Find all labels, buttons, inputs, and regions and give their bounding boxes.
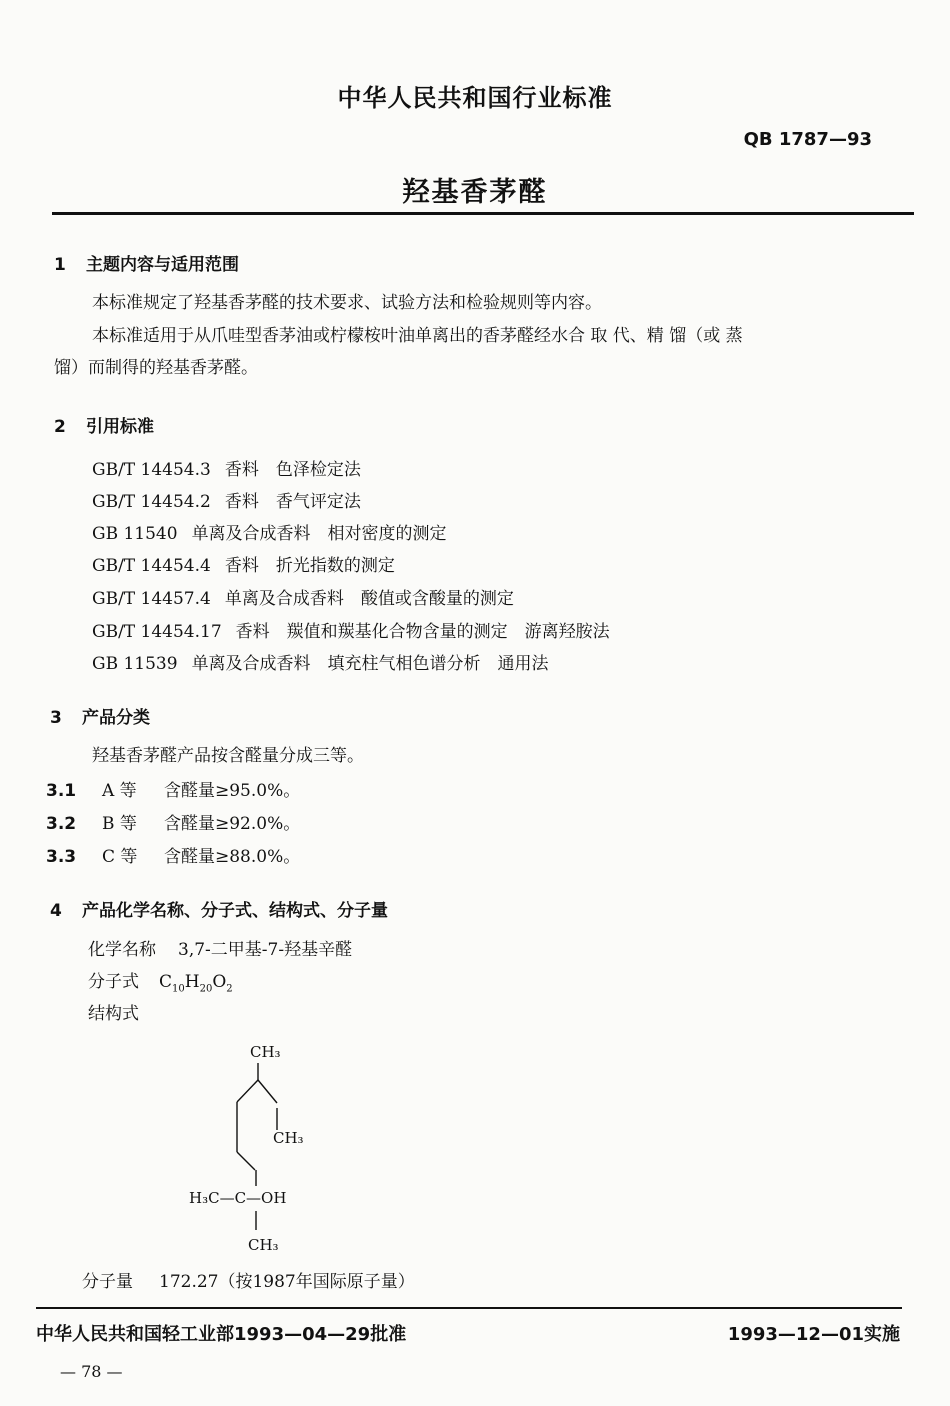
section-3-title: 产品分类 (82, 708, 150, 728)
section-3-number: 3 (50, 708, 62, 728)
grade-item (46, 776, 300, 801)
structure-branch-group: CH₃ (273, 1129, 304, 1147)
grade-spec: 含醛量≥88.0%。 (164, 847, 301, 867)
grade-name: B 等 (102, 814, 137, 834)
section-1-title: 主题内容与适用范围 (86, 255, 239, 275)
footer-rule (36, 1307, 902, 1309)
standard-organization: 中华人民共和国行业标准 (337, 84, 613, 112)
approval-date: 中华人民共和国轻工业部1993—04—29批准 (36, 1324, 407, 1345)
reference-title: 香料 色泽检定法 (224, 460, 361, 480)
reference-code: GB/T 14454.2 (92, 492, 211, 512)
molecular-formula: $C_{10}H_{20}O_2$ (159, 972, 233, 995)
page-number: — 78 — (60, 1362, 123, 1381)
implementation-date: 1993—12—01实施 (727, 1324, 900, 1345)
grade-number: 3.3 (46, 847, 77, 867)
standard-number: QB 1787—93 (743, 129, 872, 150)
reference-title: 香料 折光指数的测定 (224, 556, 395, 576)
reference-title: 单离及合成香料 相对密度的测定 (191, 524, 447, 544)
reference-item (92, 455, 361, 480)
molecular-weight-label: 分子量 (82, 1272, 133, 1292)
reference-title: 香料 香气评定法 (224, 492, 361, 512)
structure-top-group: CH₃ (250, 1043, 281, 1061)
grade-spec: 含醛量≥92.0%。 (164, 814, 301, 834)
grade-name: A 等 (102, 781, 137, 801)
grade-item (46, 809, 300, 834)
section-1-heading (54, 250, 239, 275)
grade-number: 3.2 (46, 814, 77, 834)
grade-item (46, 842, 300, 867)
formula-label: 分子式 (88, 972, 139, 992)
section-2-title: 引用标准 (86, 417, 154, 437)
grade-spec: 含醛量≥95.0%。 (164, 781, 301, 801)
chemical-name-row (88, 934, 352, 966)
section-3-heading (50, 703, 150, 728)
grade-number: 3.1 (46, 781, 77, 801)
section-2-heading (54, 412, 154, 437)
reference-code: GB/T 14454.3 (92, 460, 211, 480)
section-1-para-2-line-2: 馏）而制得的羟基香茅醛。 (54, 358, 258, 378)
reference-code: GB 11540 (92, 524, 178, 544)
reference-item (92, 584, 514, 609)
document-title: 羟基香茅醛 (402, 177, 548, 208)
section-4-heading (50, 896, 388, 921)
molecular-weight-value: 172.27（按1987年国际原子量） (159, 1272, 415, 1292)
bond-line (237, 1080, 258, 1102)
reference-item (92, 487, 361, 512)
reference-title: 单离及合成香料 填充柱气相色谱分析 通用法 (191, 654, 549, 674)
reference-item (92, 617, 610, 642)
section-1-para-1: 本标准规定了羟基香茅醛的技术要求、试验方法和检验规则等内容。 (92, 293, 602, 313)
structure-bottom-group: CH₃ (248, 1236, 279, 1254)
title-rule (52, 212, 914, 215)
reference-code: GB 11539 (92, 654, 178, 674)
structure-center-row: H₃C—C—OH (189, 1189, 287, 1207)
section-3-intro: 羟基香茅醛产品按含醛量分成三等。 (92, 746, 364, 766)
reference-code: GB/T 14454.4 (92, 556, 211, 576)
section-1-number: 1 (54, 255, 66, 275)
reference-title: 单离及合成香料 酸值或含酸量的测定 (224, 589, 514, 609)
structure-label: 结构式 (88, 1004, 139, 1024)
bond-line (258, 1080, 277, 1103)
chemical-name-value: 3,7-二甲基-7-羟基辛醛 (178, 940, 353, 960)
molecular-weight-row (82, 1266, 415, 1298)
section-1-para-2-line-1: 本标准适用于从爪哇型香茅油或柠檬桉叶油单离出的香茅醛经水合 取 代、精 馏（或 蒸 (92, 326, 743, 346)
reference-item (92, 649, 549, 674)
reference-code: GB/T 14457.4 (92, 589, 211, 609)
section-4-title: 产品化学名称、分子式、结构式、分子量 (82, 901, 388, 921)
reference-code: GB/T 14454.17 (92, 622, 222, 642)
section-2-number: 2 (54, 417, 66, 437)
section-4-number: 4 (50, 901, 62, 921)
chemical-name-label: 化学名称 (88, 940, 156, 960)
reference-title: 香料 羰值和羰基化合物含量的测定 游离羟胺法 (235, 622, 610, 642)
bond-line (237, 1152, 255, 1170)
structural-formula (170, 1030, 370, 1265)
grade-name: C 等 (102, 847, 138, 867)
reference-item (92, 519, 447, 544)
reference-item (92, 551, 395, 576)
